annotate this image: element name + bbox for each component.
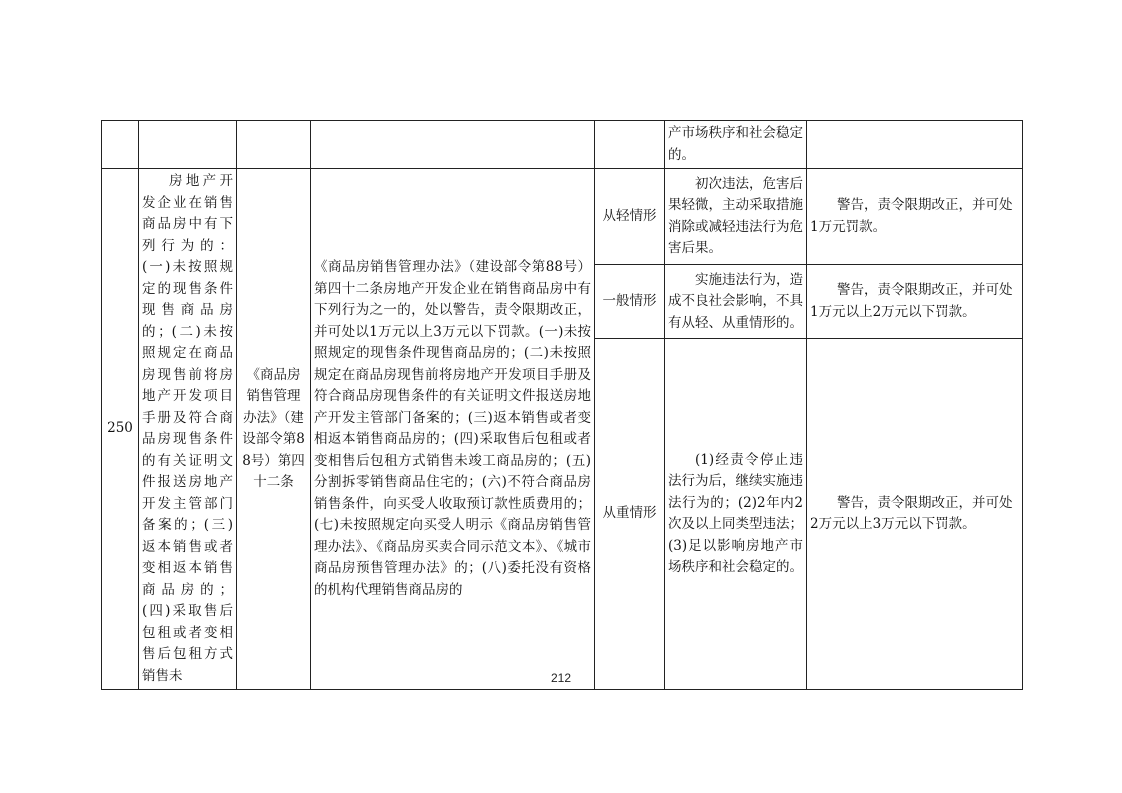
violation-cell-empty [139,121,237,169]
standard-cell-severe [665,339,807,690]
penalty-cell-general [807,265,1023,339]
level-cell-lenient [595,169,665,265]
legal-basis-text: 《商品房销售管理办法》（建设部令第88号）第四十二条 [242,366,305,490]
penalty-cell-severe [807,339,1023,690]
number-cell-empty [102,121,139,169]
provision-text: 《商品房销售管理办法》（建设部令第88号）第四十二条房地产开发企业在销售商品房中有下列行为之一的，处以警告，责令限期改正，并可处以1万元以上3万元以下罚款。(一)未按照规定的现售条件现售商品房的；(二)未按照规定在商品房现售前将房地产开发项目手册及符合商品房现售条件的有关证明文件报送房地产开发主管部门备案的；(三)返本销售或者变相返本销售商品房的；(四)采取售后包租或者变相售后包租方式销售未竣工商品房的；(五)分割拆零销售商品住宅的；(六)不符合商品房销售条件，向买受人收取预订款性质费用的；(七)未按照规定向买受人明示《商品房销售管理办法》、《商品房买卖合同示范文本》、《城市商品房预售管理办法》的；(八)委托没有资格的机构代理销售商品房的 [314,259,591,598]
penalty-lenient: 警告，责令限期改正，并可处1万元罚款。 [810,197,1013,235]
level-cell-general [595,265,665,339]
row-number: 250 [107,420,133,437]
standard-general: 实施违法行为，造成不良社会影响，不具有从轻、从重情形的。 [668,271,803,331]
standard-cell-continued [665,121,807,169]
violation-cell [139,169,237,690]
level-cell-empty [595,121,665,169]
standard-fragment-text: 产市场秩序和社会稳定的。 [668,125,803,163]
standard-cell-general [665,265,807,339]
penalty-severe: 警告，责令限期改正，并可处2万元以上3万元以下罚款。 [810,494,1013,533]
level-severe: 从重情形 [602,505,657,522]
page-number: 212 [550,671,572,685]
row-number-cell [102,169,139,690]
provision-cell-empty [311,121,595,169]
provision-cell [311,169,595,690]
violation-text: 房地产开发企业在销售商品房中有下列行为的：(一)未按照规定的现售条件现售商品房的；(二)未按照规定在商品房现售前将房地产开发项目手册及符合商品房现售条件的有关证明文件报送房地产开发主管部门备案的；(三)返本销售或者变相返本销售商品房的；(四)采取售后包租或者变相售后包租方式销售未 [142,173,233,684]
penalty-cell-lenient [807,169,1023,265]
standard-lenient: 初次违法，危害后果轻微，主动采取措施消除或减轻违法行为危害后果。 [668,175,803,257]
level-cell-severe [595,339,665,690]
level-general: 一般情形 [602,293,657,310]
penalty-discretion-table [101,120,1023,690]
standard-cell-lenient [665,169,807,265]
legal-basis-cell [237,169,311,690]
legal-basis-cell-empty [237,121,311,169]
table-row-continued [102,121,1023,169]
level-lenient: 从轻情形 [602,207,657,224]
penalty-general: 警告，责令限期改正，并可处1万元以上2万元以下罚款。 [810,282,1013,320]
table-row-250 [102,169,1023,265]
standard-severe: (1)经责令停止违法行为后，继续实施违法行为的；(2)2年内2次及以上同类型违法；(3)足以影响房地产市场秩序和社会稳定的。 [668,451,803,576]
penalty-cell-empty [807,121,1023,169]
